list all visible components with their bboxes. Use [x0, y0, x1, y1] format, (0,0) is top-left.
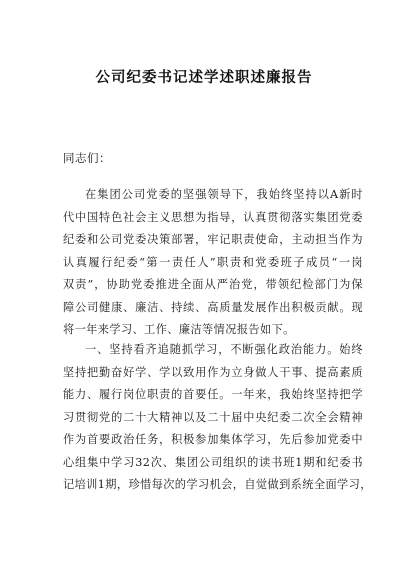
salutation: 同志们：	[63, 151, 111, 165]
paragraph-section-one	[63, 339, 372, 497]
paragraph-line: 能力、履行岗位职责的首要任。一年来，我始终坚持把学	[63, 388, 363, 401]
paragraph-line: 代中国特色社会主义思想为指导，认真贯彻落实集团党委	[63, 210, 363, 224]
paragraph-line: 一、坚持看齐追随抓学习，不断强化政治能力。始终	[85, 343, 363, 356]
paragraph-line: 坚持把勤奋好学、学以致用作为立身做人干事、提高素质	[63, 365, 363, 379]
paragraph-line: 作为首要政治任务，积极参加集体学习，先后参加党委中	[63, 433, 363, 446]
paragraph-line: 在集团公司党委的坚强领导下，我始终坚持以A新时	[85, 188, 363, 201]
paragraph-line: 认真履行纪委“第一责任人”职责和党委班子成员“一岗	[63, 255, 363, 269]
paragraph-line: 双责”，协助党委推进全面从严治党，带领纪检部门为保	[63, 278, 363, 291]
paragraph-line: 心组集中学习32次、集团公司组织的读书班1期和纪委书	[63, 455, 363, 469]
document-title: 公司纪委书记述学述职述廉报告	[95, 70, 313, 86]
paragraph-line: 纪委和公司党委决策部署，牢记职责使命，主动担当作为	[63, 233, 363, 246]
paragraph-line: 记培训1期，珍惜每次的学习机会，自觉做到系统全面学习，	[63, 478, 372, 491]
paragraph-line: 习贯彻党的二十大精神以及二十届中央纪委二次全会精神	[63, 410, 363, 424]
paragraph-line: 将一年来学习、工作、廉洁等情况报告如下。	[63, 323, 295, 336]
paragraph-line: 障公司健康、廉洁、持续、高质量发展作出积极贡献。现	[63, 300, 363, 314]
paragraph-intro	[63, 184, 363, 342]
